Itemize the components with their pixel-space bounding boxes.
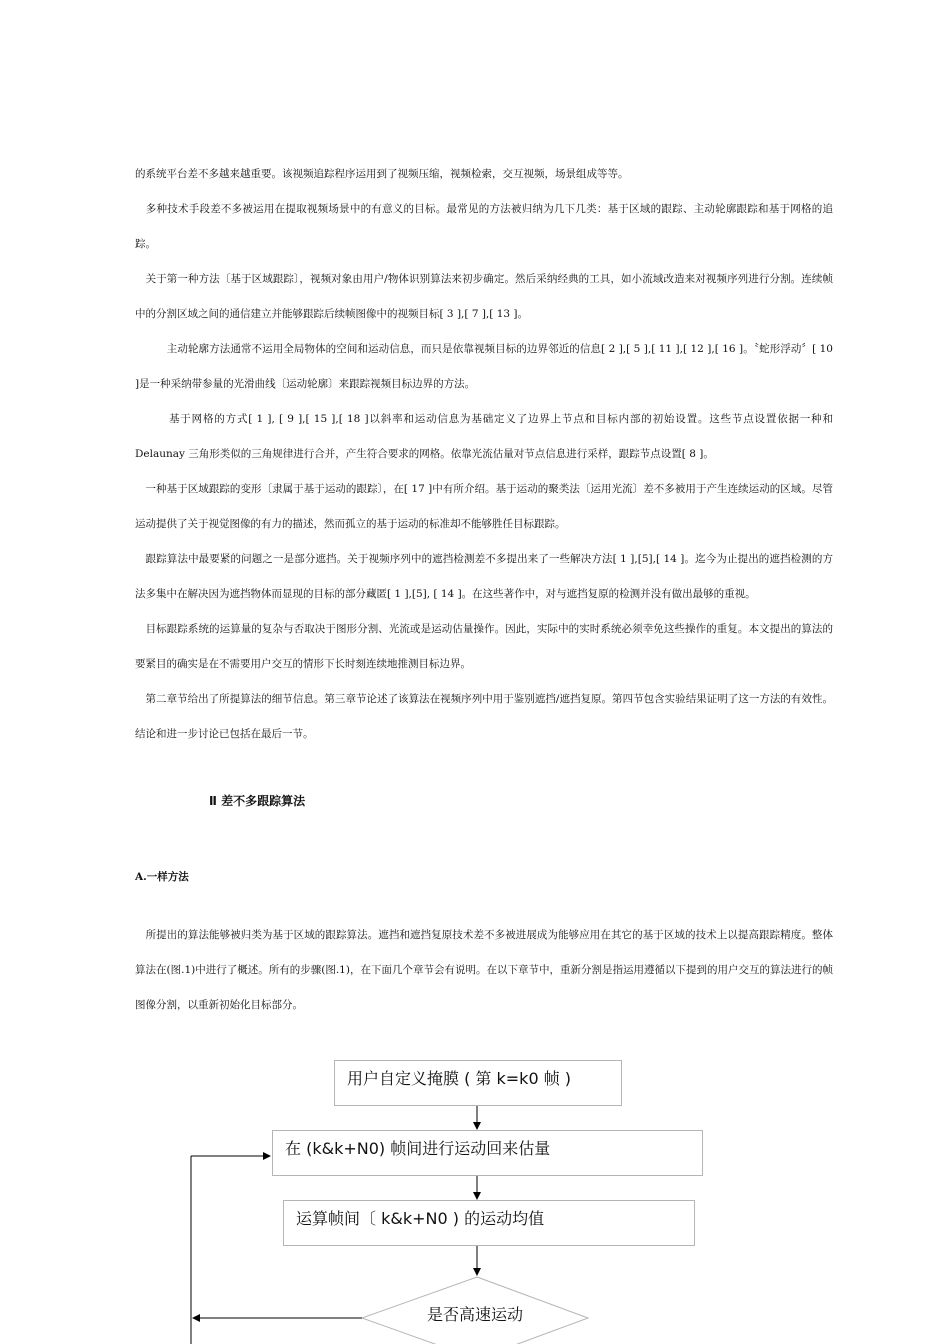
section-heading: Ⅱ 差不多跟踪算法 [209,794,306,808]
paragraph-3: 关于第一种方法〔基于区域跟踪〕，视频对象由用户/物体识别算法来初步确定。然后采纳经典的工具，如小流域改造来对视频序列进行分割。连续帧中的分割区域之间的通信建立并能够跟踪后续帧图像中的视频目标[ 3 ],[ 7 ],[ 13 ]。 [135,273,833,320]
flowchart-box-user-mask: 用户自定义掩膜 ( 第 k=k0 帧 ) [334,1060,622,1106]
paragraph-7: 跟踪算法中最要紧的问题之一是部分遮挡。关于视频序列中的遮挡检测差不多提出来了一些解决方法[ 1 ],[5],[ 14 ]。迄今为止提出的遮挡检测的方法多集中在解决因为遮挡物体而显现的目标的部分藏匿[ 1 ],[5], [ 14 ]。在这些著作中，对与遮挡复原的检测并没有做出最够的重视。 [135,553,833,600]
paragraph-5: 基于网格的方式[ 1 ], [ 9 ],[ 15 ],[ 18 ]以斜率和运动信息为基础定义了边界上节点和目标内部的初始设置。这些节点设置依据一种和 Delaunay 三角形类似的三角规律进行合并，产生符合要求的网格。依靠光流估量对节点信息进行采样，跟踪节点设置[ 8 ]。 [135,413,833,460]
flowchart-box-motion-mean: 运算帧间〔 k&k+N0 ) 的运动均值 [283,1200,695,1246]
subsection-heading: A.一样方法 [135,871,189,883]
paragraph-6: 一种基于区域跟踪的变形〔隶属于基于运动的跟踪〕，在[ 17 ]中有所介绍。基于运动的聚类法〔运用光流〕差不多被用于产生连续运动的区域。尽管运动提供了关于视觉图像的有力的描述，然而孤立的基于运动的标准却不能够胜任目标跟踪。 [135,483,833,530]
paragraph-4: 主动轮廓方法通常不运用全局物体的空间和运动信息，而只是依靠视频目标的边界邻近的信息[ 2 ],[ 5 ],[ 11 ],[ 12 ],[ 16 ]。〝蛇形浮动〞[ 10 ]是一种采纳带参量的光滑曲线〔运动轮廓〕来跟踪视频目标边界的方法。 [135,343,833,390]
paragraph-8: 目标跟踪系统的运算量的复杂与否取决于图形分割、光流或是运动估量操作。因此，实际中的实时系统必须幸免这些操作的重复。本文提出的算法的要紧目的确实是在不需要用户交互的情形下长时刻连续地推测目标边界。 [135,623,833,670]
flowchart-decision-label: 是否高速运动 [426,1305,523,1324]
paragraph-9: 第二章节给出了所提算法的细节信息。第三章节论述了该算法在视频序列中用于鉴别遮挡/遮挡复原。第四节包含实验结果证明了这一方法的有效性。结论和进一步讨论已包括在最后一节。 [135,693,833,740]
section-paragraph: 所提出的算法能够被归类为基于区域的跟踪算法。遮挡和遮挡复原技术差不多被进展成为能够应用在其它的基于区域的技术上以提高跟踪精度。整体算法在(图.1)中进行了概述。所有的步骤(图.1)，在下面几个章节会有说明。在以下章节中，重新分割是指运用遵循以下提到的用户交互的算法进行的帧图像分割，以重新初始化目标部分。 [135,929,833,1011]
paragraph-1: 的系统平台差不多越来越重要。该视频追踪程序运用到了视频压缩，视频检索，交互视频，场景组成等等。 [135,168,629,180]
flowchart-box-motion-estimation: 在 (k&k+N0) 帧间进行运动回来估量 [272,1130,703,1176]
paragraph-2: 多种技术手段差不多被运用在提取视频场景中的有意义的目标。最常见的方法被归纳为几下几类：基于区域的跟踪、主动轮廓跟踪和基于网格的追踪。 [135,203,833,250]
